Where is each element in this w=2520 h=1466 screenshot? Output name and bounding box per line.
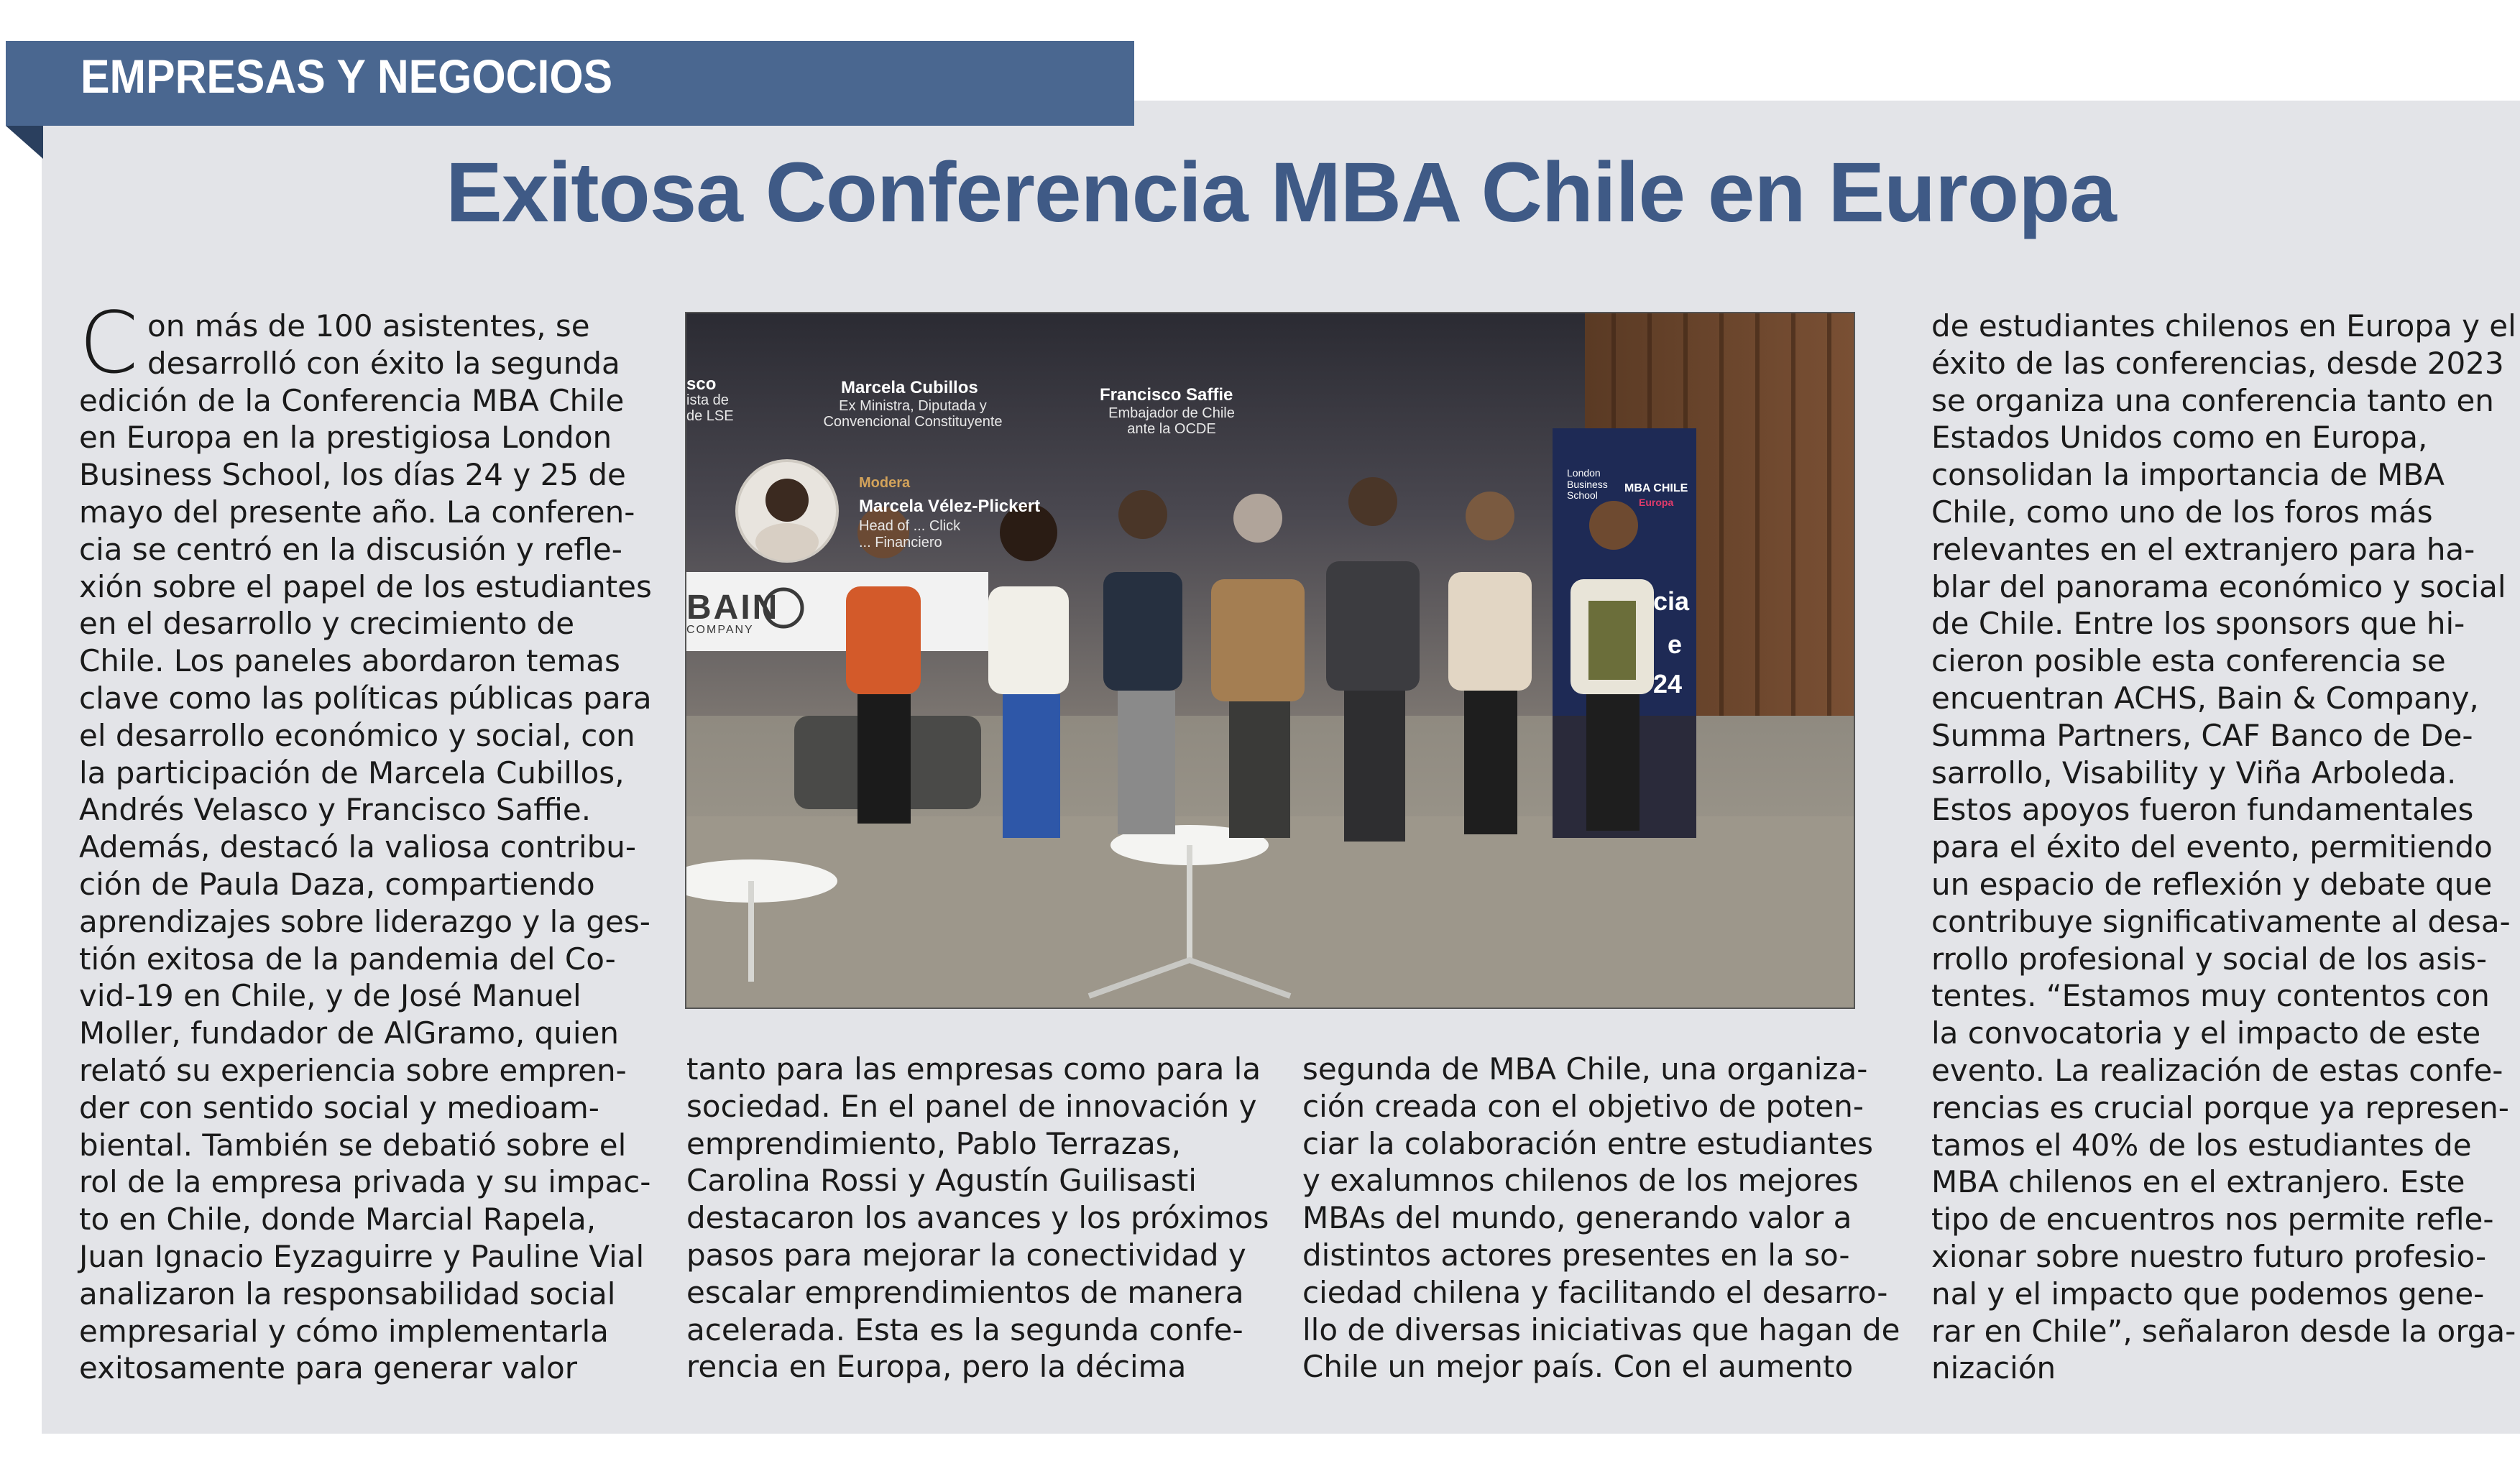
article-line: Estos apoyos fueron fundamentales: [1931, 792, 2474, 828]
article-line: llo de diversas iniciativas que hagan de: [1302, 1311, 1900, 1347]
article-line: Juan Ignacio Eyzaguirre y Pauline Vial: [79, 1238, 645, 1274]
article-line: tamos el 40% de los estudiantes de: [1931, 1127, 2472, 1163]
article-line: desarrolló con éxito la segunda: [147, 345, 620, 381]
article-line: cia se centró en la discusión y refle-: [79, 531, 622, 567]
article-line: aprendizajes sobre liderazgo y la ges-: [79, 903, 650, 939]
article-line: on más de 100 asistentes, se: [147, 308, 590, 344]
article-line: la convocatoria y el impacto de este: [1931, 1015, 2481, 1051]
article-line: MBAs del mundo, generando valor a: [1302, 1200, 1852, 1236]
section-label: EMPRESAS Y NEGOCIOS: [81, 50, 613, 103]
article-line: en Europa en la prestigiosa London: [79, 420, 612, 456]
article-line: para el éxito del evento, permitiendo: [1931, 829, 2493, 865]
article-line: sociedad. En el panel de innovación y: [686, 1088, 1257, 1124]
article-line: rencia en Europa, pero la décima: [686, 1349, 1187, 1385]
screen-left-fragment: sco: [686, 374, 717, 394]
screen-moderator-label: Modera: [859, 475, 911, 491]
article-line: encuentran ACHS, Bain & Company,: [1931, 680, 2479, 716]
article-line: la participación de Marcela Cubillos,: [79, 755, 625, 790]
article-column-1: [79, 308, 652, 1387]
banner-fragment-3: 24: [1653, 669, 1683, 699]
screen-moderator-role-2: ... Financiero: [859, 535, 942, 550]
screen-speaker-1-role-2: Convencional Constituyente: [823, 414, 1003, 430]
article-line: exitosamente para generar valor: [79, 1350, 577, 1386]
article-line: destacaron los avances y los próximos: [686, 1200, 1269, 1236]
banner-mba-chile: MBA CHILE: [1624, 482, 1688, 494]
article-line: Moller, fundador de AlGramo, quien: [79, 1015, 619, 1051]
article-line: ción creada con el objetivo de poten-: [1302, 1088, 1864, 1124]
conference-photo: [685, 312, 1855, 1009]
banner-europa: Europa: [1639, 497, 1674, 508]
article-line: acelerada. Esta es la segunda confe-: [686, 1311, 1243, 1347]
banner-fragment-2: e: [1668, 630, 1683, 659]
screen-left-fragment-line-2: ista de: [686, 392, 729, 408]
article-line: rar en Chile”, señalaron desde la orga-: [1931, 1313, 2516, 1349]
article-line: sarrollo, Visability y Viña Arboleda.: [1931, 755, 2457, 790]
article-line: Business School, los días 24 y 25 de: [79, 457, 626, 493]
banner-fragment-1: cia: [1653, 586, 1690, 616]
article-line: rencias es crucial porque ya represen-: [1931, 1089, 2509, 1125]
article-line: cieron posible esta conferencia se: [1931, 643, 2446, 679]
bain-company-label: COMPANY: [686, 624, 754, 636]
article-line: clave como las políticas públicas para: [79, 680, 652, 716]
screen-left-fragment-line-3: de LSE: [686, 408, 734, 424]
article-line: ciar la colaboración entre estudiantes: [1302, 1125, 1874, 1161]
article-line: tentes. “Estamos muy contentos con: [1931, 978, 2490, 1014]
article-line: Además, destacó la valiosa contribu-: [79, 829, 637, 865]
article-line: Andrés Velasco y Francisco Saffie.: [79, 792, 592, 828]
article-line: xionar sobre nuestro futuro profesio-: [1931, 1238, 2487, 1274]
article-line: y exalumnos chilenos de los mejores: [1302, 1163, 1859, 1199]
article-line: analizaron la responsabilidad social: [79, 1276, 616, 1311]
article-line: tión exitosa de la pandemia del Co-: [79, 941, 616, 977]
article-line: Chile, como uno de los foros más: [1931, 494, 2433, 530]
drop-cap: C: [79, 293, 139, 392]
article-line: emprendimiento, Pablo Terrazas,: [686, 1125, 1181, 1161]
article-line: to en Chile, donde Marcial Rapela,: [79, 1202, 597, 1237]
article-line: biental. También se debatió sobre el: [79, 1127, 627, 1163]
article-line: Chile. Los paneles abordaron temas: [79, 643, 620, 679]
screen-moderator-name: Marcela Vélez-Plickert: [859, 497, 1041, 516]
article-line: nización: [1931, 1350, 2056, 1386]
article-line: Carolina Rossi y Agustín Guilisasti: [686, 1163, 1197, 1199]
article-line: distintos actores presentes en la so-: [1302, 1237, 1850, 1273]
banner-school-2: Business: [1567, 479, 1608, 490]
article-column-2: [686, 1051, 1269, 1386]
article-line: evento. La realización de estas confe-: [1931, 1052, 2503, 1088]
article-line: rol de la empresa privada y su impac-: [79, 1164, 651, 1200]
article-line: rrollo profesional y social de los asis-: [1931, 941, 2487, 977]
article-line: ción de Paula Daza, compartiendo: [79, 866, 595, 902]
article-line: relevantes en el extranjero para ha-: [1931, 531, 2475, 567]
article-column-3: [1302, 1051, 1900, 1386]
article-line: de Chile. Entre los sponsors que hi-: [1931, 606, 2465, 642]
banner-school-3: School: [1567, 489, 1598, 501]
article-line: tipo de encuentros nos permite refle-: [1931, 1202, 2494, 1237]
article-line: tanto para las empresas como para la: [686, 1051, 1261, 1087]
article-line: blar del panorama económico y social: [1931, 568, 2506, 604]
article-line: de estudiantes chilenos en Europa y el: [1931, 308, 2516, 344]
screen-speaker-2-role-1: Embajador de Chile: [1108, 405, 1235, 421]
article-line: un espacio de reflexión y debate que: [1931, 866, 2493, 902]
article-headline: Exitosa Conferencia MBA Chile en Europa: [446, 145, 2116, 240]
article-line: en el desarrollo y crecimiento de: [79, 606, 575, 642]
article-column-4: [1931, 308, 2516, 1387]
screen-speaker-2-role-2: ante la OCDE: [1127, 421, 1216, 437]
screen-speaker-2-name: Francisco Saffie: [1100, 385, 1233, 405]
article-line: escalar emprendimientos de manera: [686, 1274, 1244, 1310]
article-line: éxito de las conferencias, desde 2023: [1931, 345, 2504, 381]
article-line: contribuye significativamente al desa-: [1931, 903, 2511, 939]
screen-speaker-1-name: Marcela Cubillos: [841, 378, 978, 397]
bain-logo: BAIN: [686, 589, 780, 627]
article-line: pasos para mejorar la conectividad y: [686, 1237, 1246, 1273]
banner-school-1: London: [1567, 467, 1601, 479]
article-line: nal y el impacto que podemos gene-: [1931, 1276, 2485, 1311]
article-line: segunda de MBA Chile, una organiza-: [1302, 1051, 1868, 1087]
article-line: Estados Unidos como en Europa,: [1931, 420, 2428, 456]
article-line: Chile un mejor país. Con el aumento: [1302, 1349, 1854, 1385]
screen-moderator-role-1: Head of ... Click: [859, 518, 961, 534]
article-line: xión sobre el papel de los estudiantes: [79, 568, 652, 604]
article-line: MBA chilenos en el extranjero. Este: [1931, 1164, 2465, 1200]
article-line: ciedad chilena y facilitando el desarro-: [1302, 1274, 1888, 1310]
article-line: mayo del presente año. La conferen-: [79, 494, 635, 530]
screen-speaker-1-role-1: Ex Ministra, Diputada y: [839, 398, 987, 414]
article-line: vid-19 en Chile, y de José Manuel: [79, 978, 581, 1014]
article-line: empresarial y cómo implementarla: [79, 1313, 609, 1349]
article-line: edición de la Conferencia MBA Chile: [79, 382, 625, 418]
article-line: se organiza una conferencia tanto en: [1931, 382, 2494, 418]
section-tab-fold: [6, 126, 43, 159]
article-line: der con sentido social y medioam-: [79, 1089, 599, 1125]
article-line: relató su experiencia sobre empren-: [79, 1052, 627, 1088]
article-line: Summa Partners, CAF Banco de De-: [1931, 717, 2473, 753]
article-line: el desarrollo económico y social, con: [79, 717, 635, 753]
article-line: consolidan la importancia de MBA: [1931, 457, 2445, 493]
